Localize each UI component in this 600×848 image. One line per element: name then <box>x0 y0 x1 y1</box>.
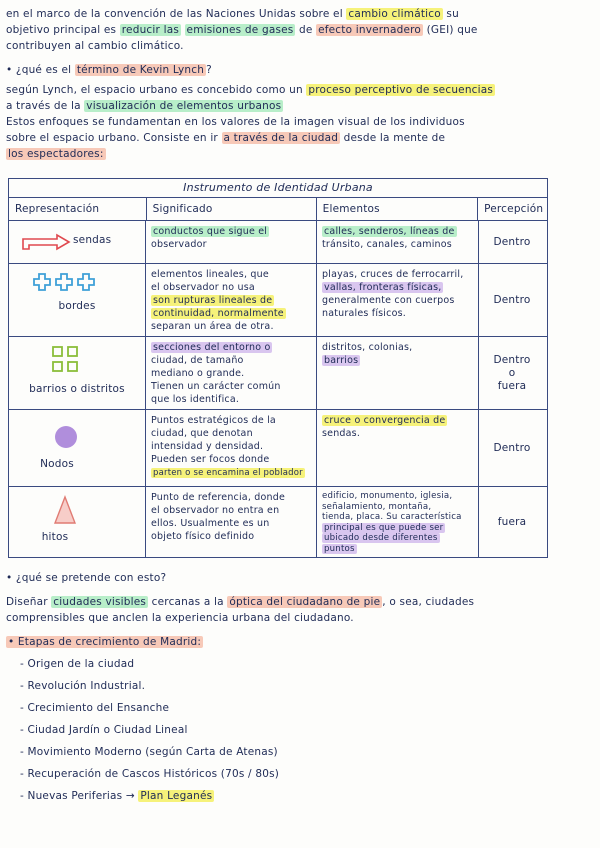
cell-text: observador <box>151 239 207 250</box>
table-row-sendas <box>9 221 547 264</box>
cell-text: Tienen un carácter común <box>151 381 281 392</box>
intro-text: contribuyen al cambio climático. <box>6 40 184 52</box>
lynch-line-3 <box>6 114 465 130</box>
elementos-cell <box>317 410 479 486</box>
body-text: - Nuevas Periferias → <box>20 790 135 802</box>
significado-cell <box>146 487 317 557</box>
highlight-kevin-lynch: término de Kevin Lynch <box>76 64 205 76</box>
cell-text: generalmente con cuerpos <box>322 295 455 306</box>
intro-text: su <box>446 8 459 20</box>
pretend-question <box>6 570 166 586</box>
cell-text: fuera <box>497 379 527 392</box>
cell-text: vallas, fronteras físicas, <box>324 282 442 293</box>
intro-text: (GEI) que <box>426 24 478 36</box>
lynch-line-5 <box>6 146 106 162</box>
rep-cell <box>9 221 146 263</box>
rep-label: Nodos <box>40 458 74 470</box>
header-percepcion: Percepción <box>484 203 544 215</box>
highlight-reducir: reducir las <box>121 24 179 36</box>
highlight-efecto-invernadero: efecto invernadero <box>318 24 422 36</box>
percepcion-cell: Dentro <box>493 235 531 248</box>
question-text: • ¿qué es el <box>6 64 72 76</box>
question-text: ? <box>206 64 212 76</box>
triangle-icon <box>53 495 77 525</box>
cell-text: playas, cruces de ferrocarril, <box>322 269 464 280</box>
significado-cell <box>146 264 317 336</box>
lynch-line-2 <box>6 98 283 114</box>
highlight-plan-leganes: Plan Leganés <box>140 790 213 802</box>
cell-text: Puntos estratégicos de la <box>151 415 276 426</box>
etapas-title <box>6 634 203 650</box>
cell-text: separan un área de otra. <box>151 321 274 332</box>
cell-text: secciones del entorno o <box>153 342 271 353</box>
cell-text: ciudad, que denotan <box>151 428 253 439</box>
header-elementos: Elementos <box>317 198 478 220</box>
elementos-cell <box>317 337 479 409</box>
cell-text: que los identifica. <box>151 394 240 405</box>
rep-label: sendas <box>73 234 112 246</box>
cell-text: objeto físico definido <box>151 531 255 542</box>
percepcion-cell: Dentro <box>493 441 531 454</box>
cross-icon <box>33 272 99 294</box>
rep-label: hitos <box>41 531 69 543</box>
etapa-item: - Recuperación de Cascos Históricos (70s / 80s) <box>20 768 280 780</box>
lynch-question <box>6 62 212 78</box>
cell-text: Pueden ser focos donde <box>151 454 270 465</box>
intro-text: objetivo principal es <box>6 24 117 36</box>
elementos-cell <box>317 264 479 336</box>
cell-text: el observador no usa <box>151 282 255 293</box>
body-text: comprensibles que anclen la experiencia urbana del ciudadano. <box>6 612 354 624</box>
body-text: desde la mente de <box>343 132 446 144</box>
highlight-ciudades-visibles: ciudades visibles <box>53 596 147 608</box>
cell-text: conductos que sigue el <box>153 226 268 237</box>
intro-line-1 <box>6 6 459 22</box>
highlight-optica-ciudadano: óptica del ciudadano de pie <box>229 596 381 608</box>
percepcion-cell <box>479 337 545 409</box>
significado-cell <box>146 410 317 486</box>
question-text: • ¿qué se pretende con esto? <box>6 572 167 584</box>
table-header-row <box>9 198 547 221</box>
table-row-nodos <box>9 410 547 487</box>
rep-label: barrios o distritos <box>29 383 125 395</box>
highlight-espectadores: los espectadores: <box>8 148 104 160</box>
body-text: sobre el espacio urbano. Consiste en ir <box>6 132 218 144</box>
body-text: cercanas a la <box>151 596 224 608</box>
table-row-bordes <box>9 264 547 337</box>
lynch-line-1 <box>6 82 495 98</box>
body-text: a través de la <box>6 100 81 112</box>
header-significado: Significado <box>147 198 317 220</box>
significado-cell <box>146 221 317 263</box>
cell-text: continuidad, normalmente <box>153 308 284 319</box>
elementos-cell <box>317 221 479 263</box>
etapa-item: - Ciudad Jardín o Ciudad Lineal <box>20 724 188 736</box>
cell-text: son rupturas lineales de <box>153 295 273 306</box>
cell-text: parten o se encamina el poblador <box>153 468 303 478</box>
identity-table <box>8 178 548 558</box>
cell-text: o <box>508 366 516 379</box>
cell-text: calles, senderos, líneas de <box>324 226 455 237</box>
pretend-line-2 <box>6 610 354 626</box>
body-text: Estos enfoques se fundamentan en los valores de la imagen visual de los individuos <box>6 116 465 128</box>
table-title: Instrumento de Identidad Urbana <box>9 179 547 198</box>
cell-text: edificio, monumento, iglesia, <box>322 491 453 501</box>
rep-cell <box>9 264 146 336</box>
highlight-proceso-perceptivo: proceso perceptivo de secuencias <box>308 84 494 96</box>
cell-text: ciudad, de tamaño <box>151 355 244 366</box>
cell-text: puntos <box>324 543 355 554</box>
cell-text: sendas. <box>322 428 361 439</box>
cell-text: distritos, colonias, <box>322 342 413 353</box>
cell-text: elementos lineales, que <box>151 269 269 280</box>
rep-cell <box>9 337 146 409</box>
pretend-line-1 <box>6 594 474 610</box>
rep-cell <box>9 410 146 486</box>
cell-text: tienda, placa. Su característica <box>322 512 462 522</box>
cell-text: Punto de referencia, donde <box>151 492 286 503</box>
lynch-line-4 <box>6 130 445 146</box>
table-row-hitos <box>9 487 547 557</box>
cell-text: barrios <box>324 355 359 366</box>
cell-text: principal es que puede ser <box>324 522 444 533</box>
cell-text: cruce o convergencia de <box>324 415 446 426</box>
cell-text: señalamiento, montaña, <box>322 501 432 512</box>
percepcion-cell: fuera <box>497 515 527 528</box>
etapa-item: - Crecimiento del Ensanche <box>20 702 170 714</box>
body-text: Diseñar <box>6 596 48 608</box>
highlight-visualizacion: visualización de elementos urbanos <box>86 100 282 112</box>
intro-line-2 <box>6 22 478 38</box>
rep-label: bordes <box>58 300 96 312</box>
table-row-barrios <box>9 337 547 410</box>
highlight-cambio-climatico: cambio climático <box>348 8 441 20</box>
cell-text: tránsito, canales, caminos <box>322 239 452 250</box>
cell-text: intensidad y densidad. <box>151 441 264 452</box>
highlight-traves-ciudad: a través de la ciudad <box>223 132 339 144</box>
cell-text: naturales físicos. <box>322 308 406 319</box>
arrow-icon <box>21 233 71 251</box>
cell-text: el observador no entra en <box>151 505 280 516</box>
cell-text: Dentro <box>493 353 531 366</box>
intro-line-3 <box>6 38 184 54</box>
highlight-emisiones: emisiones de gases <box>186 24 294 36</box>
percepcion-cell: Dentro <box>493 293 531 306</box>
cell-text: ubicado desde diferentes <box>324 533 438 543</box>
highlight-etapas: • Etapas de crecimiento de Madrid: <box>8 636 202 648</box>
body-text: , o sea, ciudades <box>382 596 475 608</box>
significado-cell <box>146 337 317 409</box>
etapa-item: - Origen de la ciudad <box>20 658 135 670</box>
etapa-item-last <box>20 788 214 804</box>
intro-text: en el marco de la convención de las Naciones Unidas sobre el <box>6 8 343 20</box>
cell-text: ellos. Usualmente es un <box>151 518 270 529</box>
squares-icon <box>51 345 81 375</box>
header-representacion: Representación <box>9 198 147 220</box>
etapa-item: - Revolución Industrial. <box>20 680 146 692</box>
intro-text: de <box>299 24 313 36</box>
body-text: según Lynch, el espacio urbano es concebido como un <box>6 84 303 96</box>
cell-text: mediano o grande. <box>151 368 245 379</box>
elementos-cell <box>317 487 479 557</box>
etapa-item: - Movimiento Moderno (según Carta de Atenas) <box>20 746 278 758</box>
rep-cell <box>9 487 146 557</box>
circle-icon <box>53 424 79 450</box>
